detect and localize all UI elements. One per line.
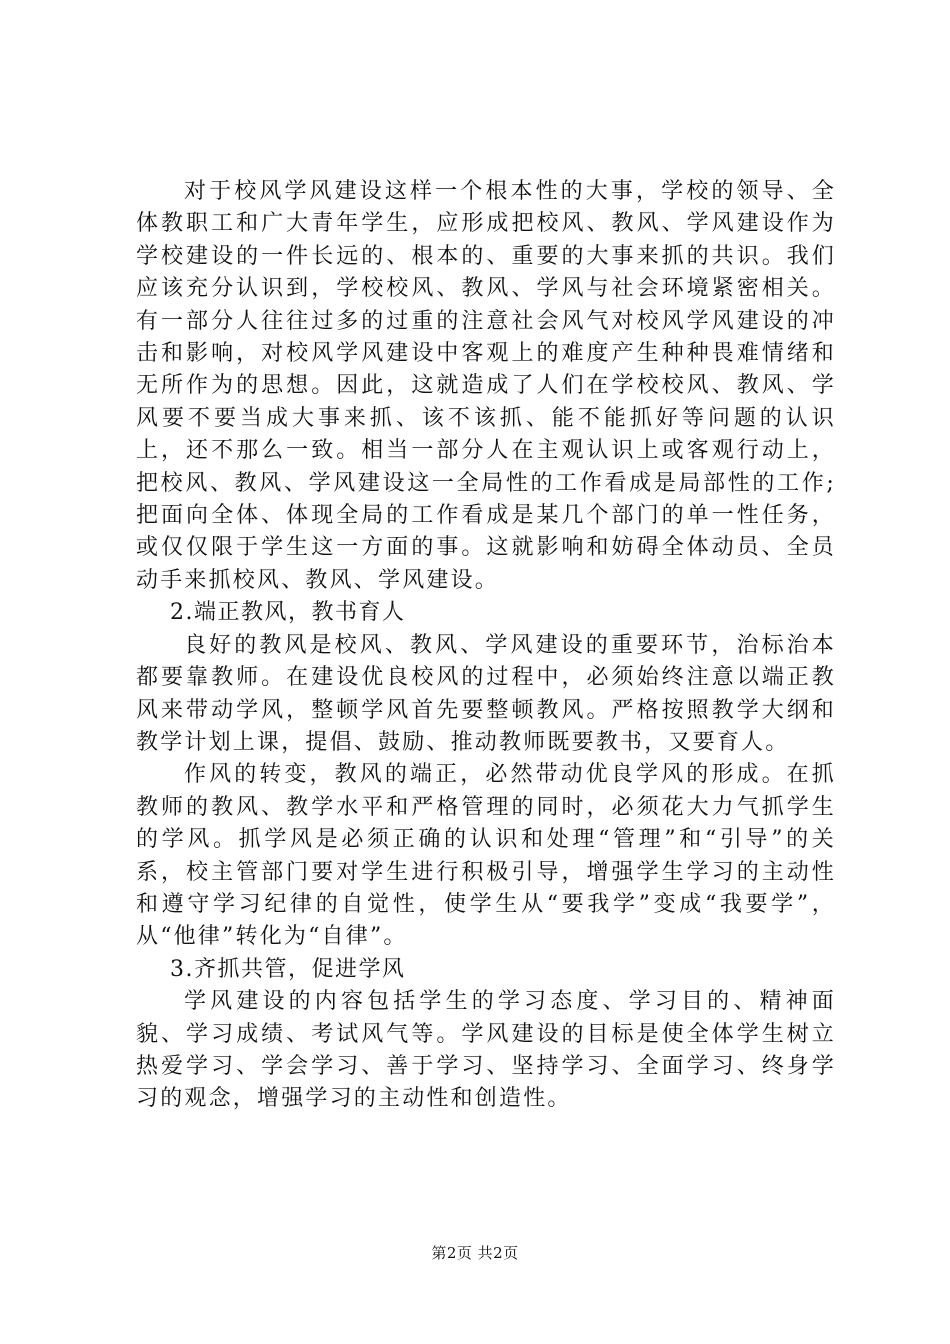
document-body — [136, 176, 836, 1116]
page-number-label: 第2页 共2页 — [431, 1244, 519, 1262]
paragraph-3: 作风的转变，教风的端正，必然带动优良学风的形成。在抓教师的教风、教学水平和严格管理的同时，必须花大力气抓学生的学风。抓学风是必须正确的认识和处理“管理”和“引导”的关系，校主管部门要对学生进行积极引导，增强学生学习的主动性和遵守学习纪律的自觉性，使学生从“要我学”变成“我要学”，从“他律”转化为“自律”。 — [136, 762, 836, 950]
paragraph-4: 学风建设的内容包括学生的学习态度、学习目的、精神面貌、学习成绩、考试风气等。学风建设的目标是使全体学生树立热爱学习、学会学习、善于学习、坚持学习、全面学习、终身学习的观念，增强学习的主动性和创造性。 — [136, 989, 836, 1112]
paragraph-1: 对于校风学风建设这样一个根本性的大事，学校的领导、全体教职工和广大青年学生，应形成把校风、教风、学风建设作为学校建设的一件长远的、根本的、重要的大事来抓的共识。我们应该充分认识到，学校校风、教风、学风与社会环境紧密相关。有一部分人往往过多的过重的注意社会风气对校风学风建设的冲击和影响，对校风学风建设中客观上的难度产生种种畏难情绪和无所作为的思想。因此，这就造成了人们在学校校风、教风、学风要不要当成大事来抓、该不该抓、能不能抓好等问题的认识上，还不那么一致。相当一部分人在主观认识上或客观行动上，把校风、教风、学风建设这一全局性的工作看成是局部性的工作;把面向全体、体现全局的工作看成是某几个部门的单一性任务，或仅仅限于学生这一方面的事。这就影响和妨碍全体动员、全员动手来抓校风、教风、学风建设。 — [136, 179, 836, 593]
page-footer — [0, 1243, 950, 1263]
section-heading-2: 2.端正教风，教书育人 — [170, 600, 406, 626]
paragraph-2: 良好的教风是校风、教风、学风建设的重要环节，治标治本都要靠教师。在建设优良校风的过程中，必须始终注意以端正教风来带动学风，整顿学风首先要整顿教风。严格按照教学大纲和教学计划上课，提倡、鼓励、推动教师既要教书，又要育人。 — [136, 632, 836, 755]
section-heading-3: 3.齐抓共管，促进学风 — [170, 956, 406, 982]
